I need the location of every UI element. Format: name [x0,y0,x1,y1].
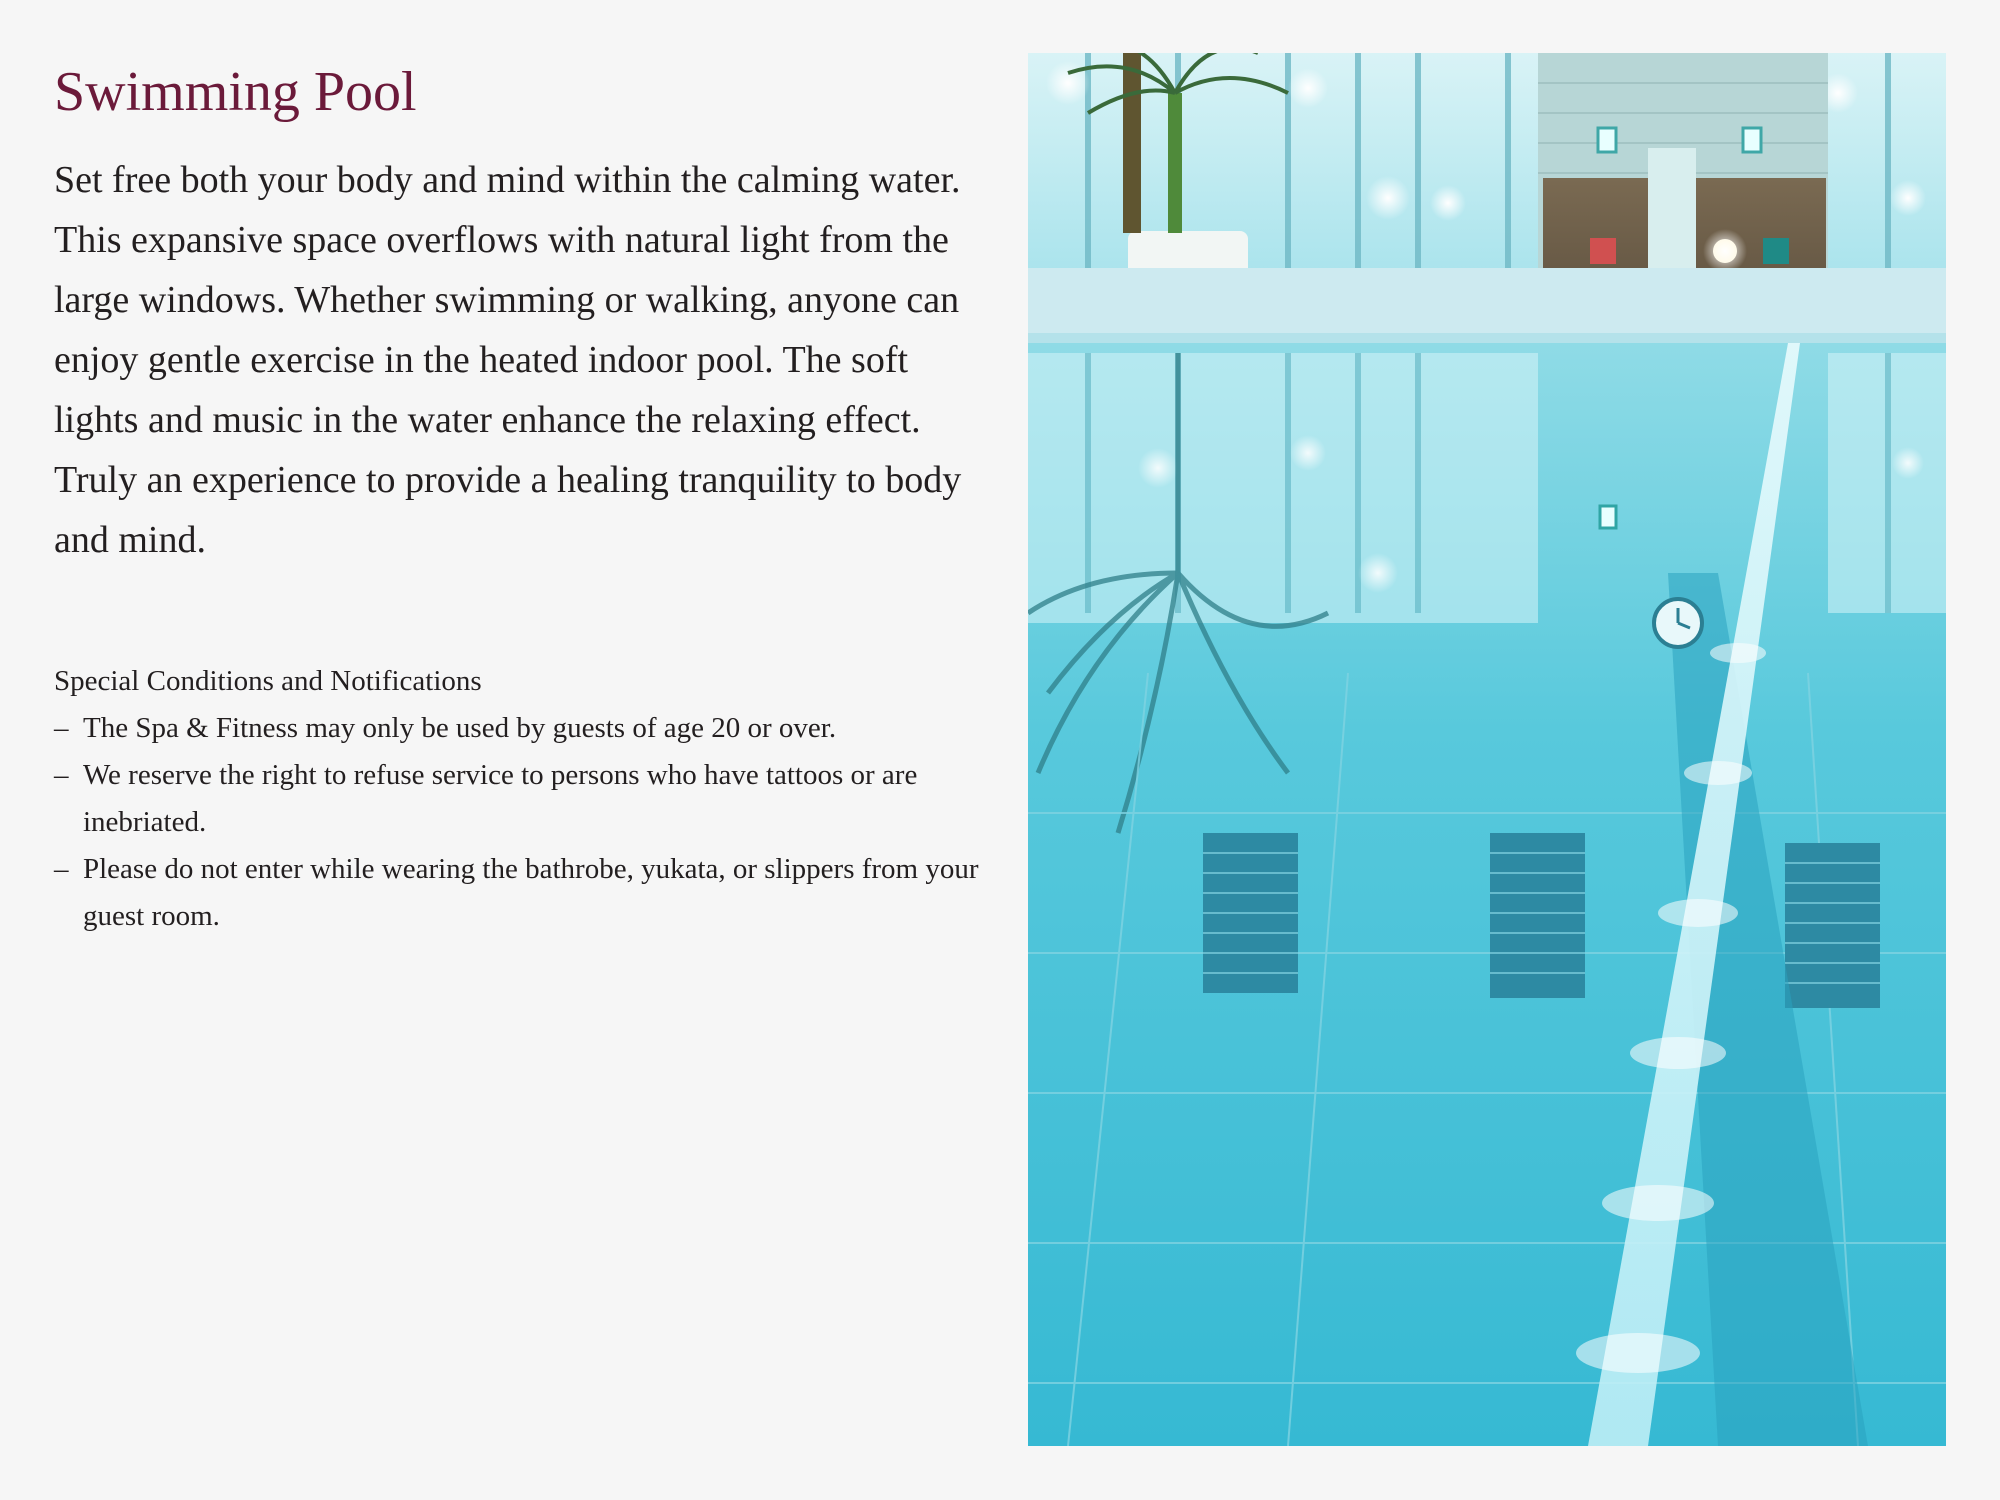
pool-photo [1028,53,1946,1446]
condition-text: We reserve the right to refuse service to persons who have tattoos or are inebriated. [83,759,918,838]
condition-item-age [54,705,984,752]
intro-paragraph: Set free both your body and mind within the calming water. This expansive space overflows with natural light from the large windows. Whether swimming or walking, anyone can enjoy gentle exercise in the heated indoor pool. The soft lights and music in the water enhance the relaxing effect. Truly an experience to provide a healing tranquility to body and mind. [54,159,962,561]
dash-bullet: – [54,712,69,744]
page-title: Swimming Pool [54,61,417,123]
condition-text: The Spa & Fitness may only be used by guests of age 20 or over. [83,712,837,744]
condition-item-tattoos [54,752,984,846]
dash-bullet: – [54,759,69,791]
conditions-section [54,658,984,940]
condition-item-attire [54,846,984,940]
condition-text: Please do not enter while wearing the bathrobe, yukata, or slippers from your guest room. [83,853,979,932]
dash-bullet: – [54,853,69,885]
text-column [54,56,984,940]
conditions-heading: Special Conditions and Notifications [54,665,482,697]
conditions-list [54,705,984,940]
pool-photo-illustration [1028,53,1946,1446]
